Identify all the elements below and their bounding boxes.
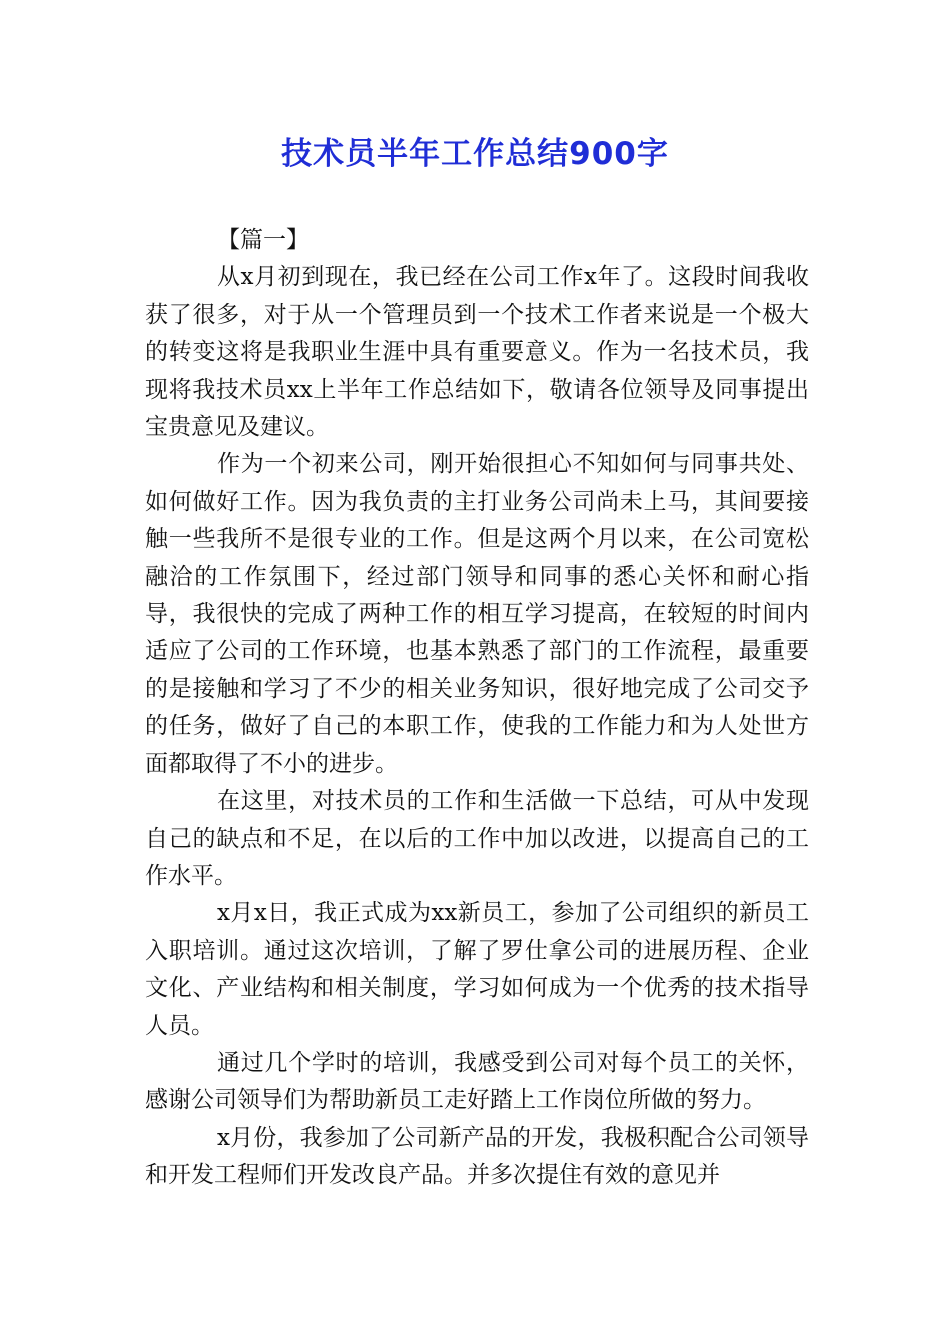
paragraph: 通过几个学时的培训，我感受到公司对每个员工的关怀，感谢公司领导们为帮助新员工走好踏上工作岗位所做的努力。 (145, 1049, 809, 1114)
paragraph: x月x日，我正式成为xx新员工，参加了公司组织的新员工入职培训。通过这次培训，了解了罗仕拿公司的进展历程、企业文化、产业结构和相关制度，学习如何成为一个优秀的技术指导人员。 (145, 900, 809, 1039)
section-label: 【篇一】 (217, 227, 309, 253)
paragraph: 从x月初到现在，我已经在公司工作x年了。这段时间我收获了很多，对于从一个管理员到一个技术工作者来说是一个极大的转变这将是我职业生涯中具有重要意义。作为一名技术员，我现将我技术员xx上半年工作总结如下，敬请各位领导及同事提出宝贵意见及建议。 (145, 264, 809, 441)
paragraph: x月份，我参加了公司新产品的开发，我极积配合公司领导和开发工程师们开发改良产品。并多次提住有效的意见并 (145, 1124, 809, 1189)
paragraph: 作为一个初来公司，刚开始很担心不知如何与同事共处、如何做好工作。因为我负责的主打业务公司尚未上马，其间要接触一些我所不是很专业的工作。但是这两个月以来，在公司宽松融洽的工作氛围下，经过部门领导和同事的悉心关怀和耐心指导，我很快的完成了两种工作的相互学习提高，在较短的时间内适应了公司的工作环境，也基本熟悉了部门的工作流程，最重要的是接触和学习了不少的相关业务知识，很好地完成了公司交予的任务，做好了自己的本职工作，使我的工作能力和为人处世方面都取得了不小的进步。 (145, 451, 809, 777)
document-body (145, 222, 809, 1195)
paragraph: 在这里，对技术员的工作和生活做一下总结，可从中发现自己的缺点和不足，在以后的工作中加以改进，以提高自己的工作水平。 (145, 788, 809, 889)
document-title: 技术员半年工作总结900字 (281, 136, 669, 172)
